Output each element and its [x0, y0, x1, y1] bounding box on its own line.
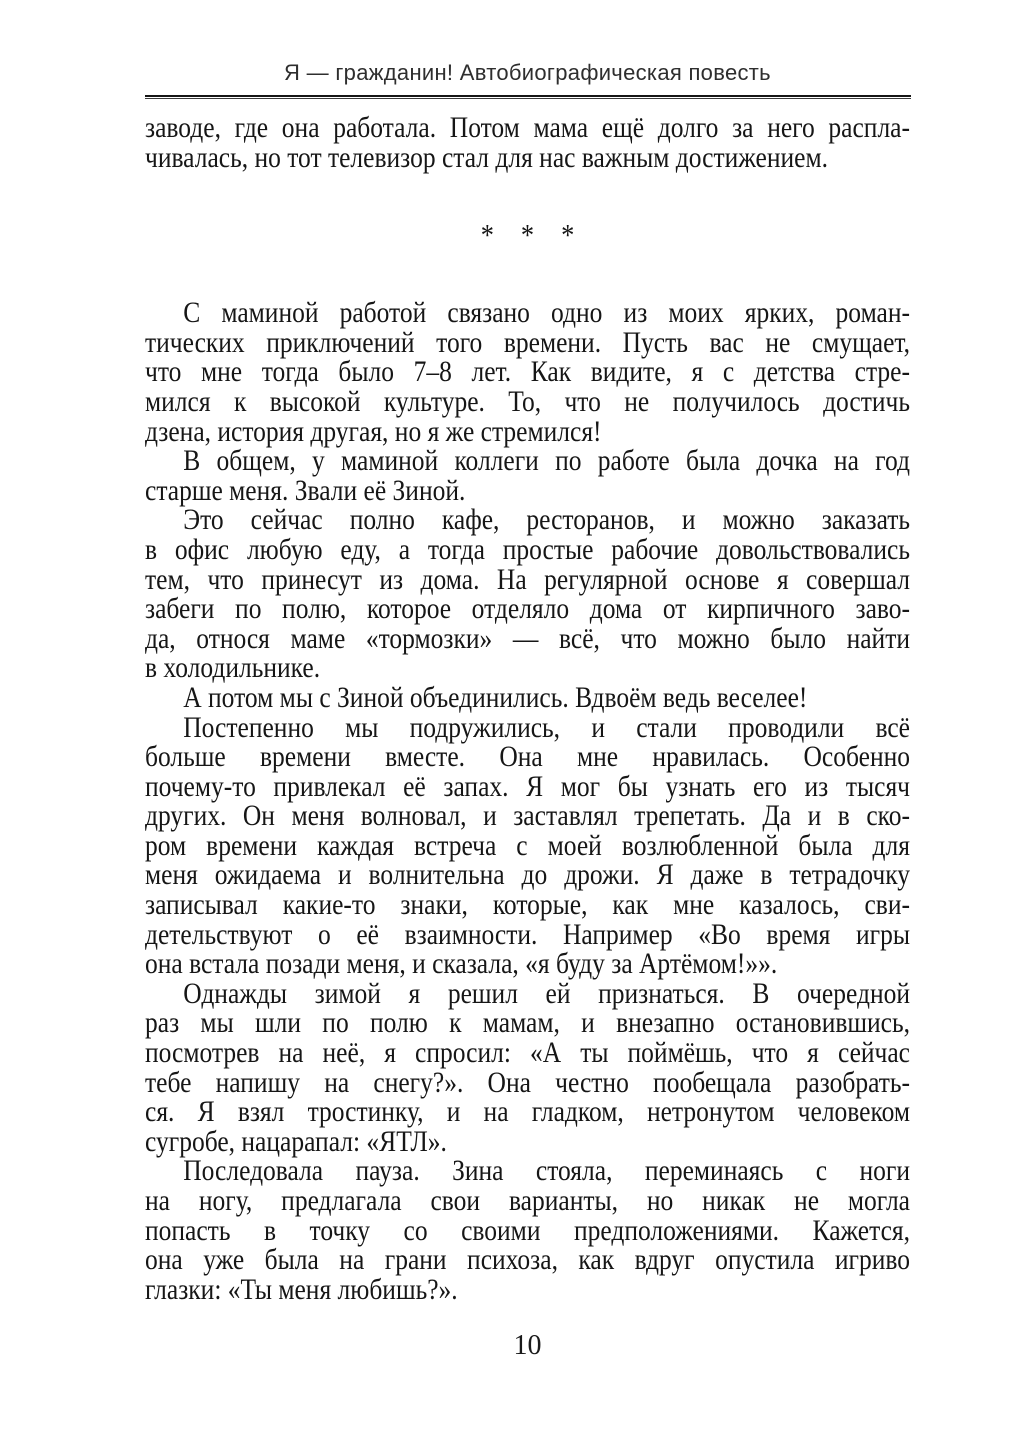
body-text [145, 113, 910, 1304]
text-line: она встала позади меня, и сказала, «я буду за Артёмом!»». [145, 947, 778, 981]
text-line: в офис любую еду, а тогда простые рабочие довольствовались [145, 532, 910, 566]
text-line: сугробе, нацарапал: «ЯТЛ». [145, 1124, 447, 1158]
text-line: меня ожидаема и волнительна до дрожи. Я даже в тетрадочку [145, 858, 910, 892]
paragraph [145, 1156, 910, 1304]
paragraph [145, 113, 910, 172]
text-line: мился к высокой культуре. То, что не получилось достичь [145, 384, 910, 418]
text-line: глазки: «Ты меня любишь?». [145, 1272, 458, 1306]
text-line: больше времени вместе. Она мне нравилась. Особенно [145, 740, 910, 774]
paragraph [145, 680, 910, 714]
text-line: ся. Я взял тростинку, и на гладком, нетронутом человеком [145, 1095, 910, 1129]
text-line: посмотрев на неё, я спросил: «А ты поймёшь, что я сейчас [145, 1036, 910, 1070]
text-line: А потом мы с Зиной объединились. Вдвоём ведь веселее! [183, 680, 808, 714]
text-line: на ногу, предлагала свои варианты, но никак не могла [145, 1184, 910, 1217]
text-line: забеги по полю, которое отделяло дома от кирпичного заво- [145, 592, 910, 626]
text-line: чивалась, но тот телевизор стал для нас важным достижением. [145, 140, 828, 174]
text-line: тем, что принесут из дома. На регулярной основе я совершал [145, 562, 910, 596]
text-line: она уже была на грани психоза, как вдруг опустила игриво [145, 1243, 910, 1277]
text-line: других. Он меня волновал, и заставлял трепетать. Да и в ско- [145, 799, 910, 833]
paragraph [145, 505, 910, 683]
text-line: детельствуют о её взаимности. Например «Во время игры [145, 917, 910, 951]
section-separator: * * * [480, 217, 575, 253]
text-line: раз мы шли по полю к мамам, и внезапно остановившись, [145, 1006, 910, 1040]
paragraph [145, 298, 910, 446]
text-line: Однажды зимой я решил ей признаться. В очередной [183, 976, 910, 1010]
text-line: С маминой работой связано одно из моих ярких, роман- [183, 296, 910, 330]
text-line: старше меня. Звали её Зиной. [145, 473, 466, 507]
text-line: тических приключений того времени. Пусть вас не смущает, [145, 325, 910, 359]
text-line: Последовала пауза. Зина стояла, переминаясь с ноги [183, 1154, 910, 1188]
text-line: ром времени каждая встреча с моей возлюбленной была для [145, 828, 910, 862]
text-line: в холодильнике. [145, 651, 321, 685]
text-line: да, относя маме «тормозки» — всё, что можно было найти [145, 621, 910, 655]
paragraph [145, 446, 910, 505]
text-line: почему-то привлекал её запах. Я мог бы узнать его из тысяч [145, 769, 910, 803]
text-line: Постепенно мы подружились, и стали проводили всё [183, 710, 910, 744]
text-line: Это сейчас полно кафе, ресторанов, и можно заказать [183, 503, 910, 537]
text-line: заводе, где она работала. Потом мама ещё долго за него распла- [145, 111, 910, 144]
paragraph [145, 710, 910, 981]
page-number: 10 [513, 1330, 542, 1361]
text-line: тебе напишу на снегу?». Она честно пообещала разобрать- [145, 1065, 910, 1099]
running-head-title: Я — гражданин! Автобиографическая повесть [284, 60, 771, 85]
text-line: записывал какие-то знаки, которые, как мне казалось, сви- [145, 888, 910, 922]
text-line: попасть в точку со своими предположениями. Кажется, [145, 1213, 910, 1247]
paragraph [145, 976, 910, 1158]
text-line: дзена, история другая, но я же стремился! [145, 414, 602, 448]
header-rule [145, 95, 911, 99]
text-line: что мне тогда было 7–8 лет. Как видите, я с детства стре- [145, 355, 910, 389]
text-line: В общем, у маминой коллеги по работе была дочка на год [183, 444, 910, 478]
